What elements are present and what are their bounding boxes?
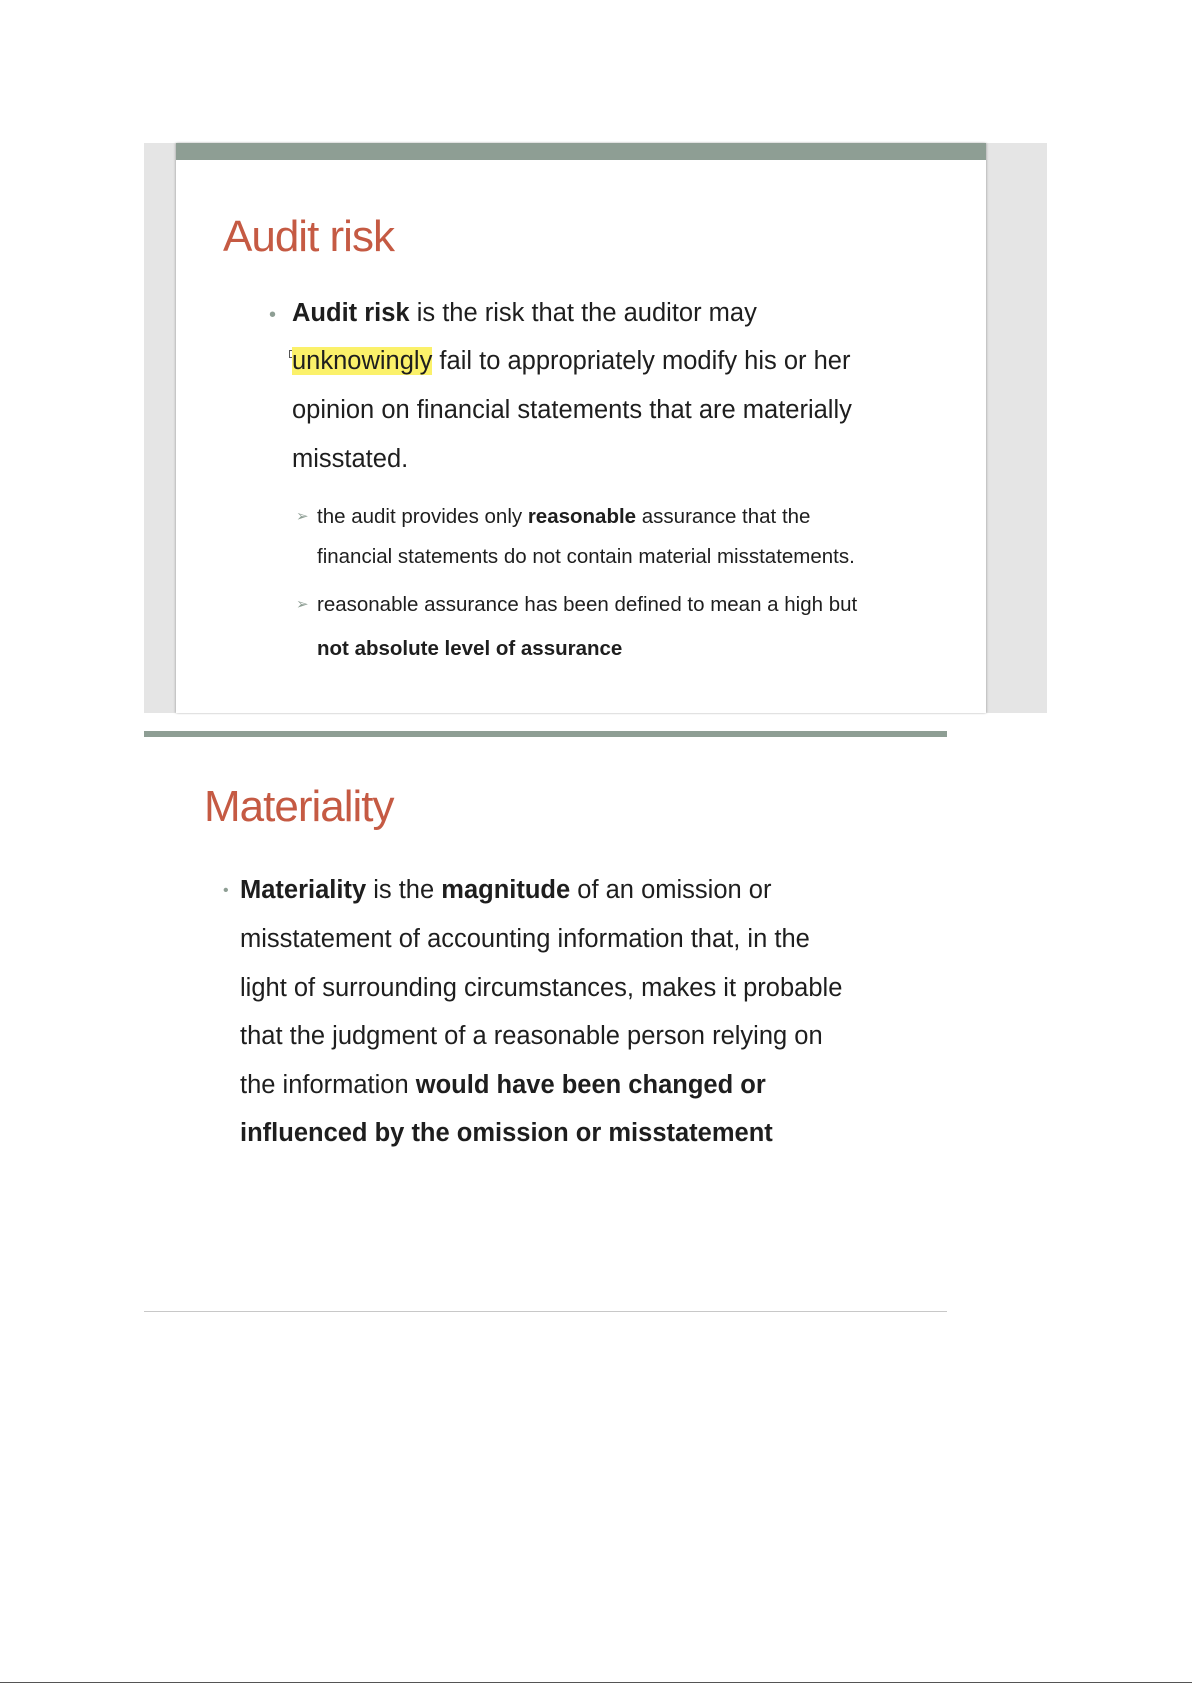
sub-bullet-1-line-2: financial statements do not contain material misstatements.	[317, 545, 855, 568]
audit-risk-term: Audit risk	[292, 299, 410, 327]
bullet-dot-icon: •	[223, 882, 229, 899]
audit-risk-line-1: Audit risk is the risk that the auditor may	[292, 299, 757, 327]
page-bottom-edge	[0, 1682, 1192, 1683]
materiality-line-4: that the judgment of a reasonable person relying on	[240, 1022, 823, 1050]
materiality-line-5: the information would have been changed or	[240, 1071, 766, 1099]
audit-risk-line-3: opinion on financial statements that are materially	[292, 396, 852, 424]
highlighted-word: unknowingly	[292, 347, 433, 375]
slide2-bottom-divider	[144, 1311, 947, 1312]
sub-bullet-2-line-1: reasonable assurance has been defined to mean a high but	[317, 593, 858, 616]
slide2-accent-bar	[144, 731, 947, 737]
audit-risk-line-2: unknowingly fail to appropriately modify his or her	[292, 347, 851, 375]
slide1-title: Audit risk	[223, 212, 394, 261]
sub-bullet-2-line-2: not absolute level of assurance	[317, 637, 623, 660]
materiality-line-3: light of surrounding circumstances, makes it probable	[240, 974, 843, 1002]
arrow-bullet-icon: ➢	[296, 508, 309, 525]
audit-risk-line-4: misstated.	[292, 445, 409, 473]
arrow-bullet-icon: ➢	[296, 596, 309, 613]
slide-audit-risk	[176, 143, 986, 713]
slide1-accent-bar	[176, 143, 986, 160]
sub-bullet-1-line-1: the audit provides only reasonable assurance that the	[317, 505, 811, 528]
materiality-line-1: Materiality is the magnitude of an omission or	[240, 876, 772, 904]
slide2-title: Materiality	[204, 782, 394, 831]
bullet-dot-icon: •	[269, 304, 277, 326]
materiality-line-2: misstatement of accounting information that, in the	[240, 925, 810, 953]
materiality-line-6: influenced by the omission or misstatement	[240, 1119, 773, 1147]
